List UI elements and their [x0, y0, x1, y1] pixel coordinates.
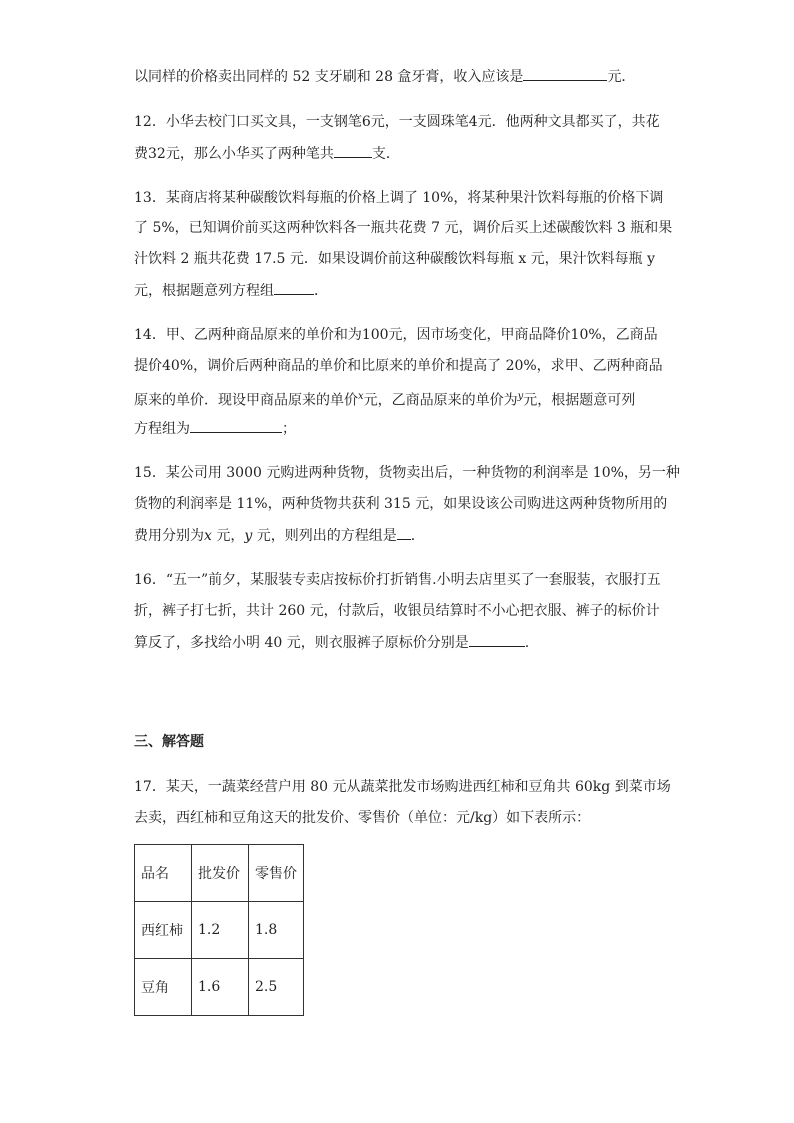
q12-text-end: 支．: [371, 146, 400, 162]
q14-text-4: 方程组为: [134, 421, 190, 437]
q14-text-end: 元，根据题意可列: [523, 392, 636, 409]
q15-line-3: [134, 525, 425, 545]
q13-answer-blank[interactable]: [274, 280, 314, 295]
q16-answer-blank[interactable]: [469, 632, 525, 647]
table-header-row: [135, 845, 304, 902]
table-cell: 1.6: [192, 959, 249, 1016]
q12-line-1: 12．小华去校门口买文具，一支钢笔6元，一支圆珠笔4元．他两种文具都买了，共花: [134, 114, 660, 130]
q15-line-2: 货物的利润率是 11%，两种货物共获利 315 元，如果设该公司购进这两种货物所用的: [134, 496, 668, 512]
table-cell: 1.8: [249, 902, 304, 959]
q14-var-x: x: [358, 391, 364, 402]
header-cell-retail: 零售价: [249, 845, 304, 902]
table-cell: 2.5: [249, 959, 304, 1016]
q13-line-3: 汁饮料 2 瓶共花费 17.5 元．如果设调价前这种碳酸饮料每瓶 x 元，果汁饮料每瓶 y: [134, 251, 656, 267]
q13-text-end: ．: [314, 283, 328, 299]
q16-text: 算反了，多找给小明 40 元，则衣服裤子原标价分别是: [134, 635, 469, 651]
q15-var-y: y: [244, 528, 253, 544]
q14-text-4-end: ；: [282, 421, 296, 437]
q15-text-end: ．: [410, 528, 425, 544]
q15-text-mid1: 元，: [211, 528, 245, 544]
table-row: [135, 902, 304, 959]
q17-line-2: 去卖，西红柿和豆角这天的批发价、零售价（单位：元/kg）如下表所示：: [134, 810, 591, 826]
q16-line-2: 折，裤子打七折，共计 260 元，付款后，收银员结算时不小心把衣服、裤子的标价计: [134, 603, 660, 619]
q15-line-1: 15．某公司用 3000 元购进两种货物，货物卖出后，一种货物的利润率是 10%，另一种: [134, 465, 680, 481]
q15-text-mid2: 元，则列出的方程组是: [252, 528, 397, 544]
q16-line-1: 16．“五一”前夕，某服装专卖店按标价打折销售.小明去店里买了一套服装，衣服打五: [134, 572, 661, 588]
table-cell: 西红柿: [135, 902, 192, 959]
q11-text-end: 元．: [607, 69, 636, 85]
q14-text: 原来的单价．现设甲商品原来的单价: [134, 392, 358, 409]
table-cell: 豆角: [135, 959, 192, 1016]
q12-answer-blank[interactable]: [334, 143, 372, 158]
q14-var-y: y: [517, 391, 524, 402]
header-cell-name: 品名: [135, 845, 192, 902]
q14-line-4: [134, 418, 296, 438]
q16-line-3: [134, 632, 529, 652]
table-cell: 1.2: [192, 902, 249, 959]
q15-var-x: x: [204, 528, 212, 544]
header-cell-wholesale: 批发价: [192, 845, 249, 902]
q15-answer-blank[interactable]: [397, 525, 411, 540]
q13-line-1: 13．某商店将某种碳酸饮料每瓶的价格上调了 10%，将某种果汁饮料每瓶的价格下调: [134, 190, 664, 206]
q11-text: 以同样的价格卖出同样的 52 支牙刷和 28 盒牙膏，收入应该是: [134, 69, 524, 85]
q15-text: 费用分别为: [134, 528, 204, 544]
q14-text-mid: 元，乙商品原来的单价为: [363, 392, 518, 409]
q14-line-3: [134, 387, 635, 407]
q13-text: 元，根据题意列方程组: [134, 283, 274, 299]
q12-text: 费32元，那么小华买了两种笔共: [134, 146, 334, 162]
q16-text-end: .: [524, 635, 530, 651]
table-row: [135, 959, 304, 1016]
q14-answer-blank[interactable]: [190, 418, 282, 433]
section-title-answer-questions: 三、解答题: [134, 734, 204, 750]
q17-line-1: 17．某天，一蔬菜经营户用 80 元从蔬菜批发市场购进西红柿和豆角共 60kg 到菜市场: [134, 779, 671, 795]
q14-line-2: 提价40%，调价后两种商品的单价和比原来的单价和提高了 20%，求甲、乙两种商品: [134, 358, 663, 374]
q13-line-2: 了 5%，已知调价前买这两种饮料各一瓶共花费 7 元，调价后买上述碳酸饮料 3 瓶和果: [134, 220, 673, 236]
price-table: [134, 844, 304, 1016]
q14-line-1: 14．甲、乙两种商品原来的单价和为100元，因市场变化，甲商品降价10%，乙商品: [134, 327, 658, 343]
q13-line-4: [134, 280, 328, 300]
q11-answer-blank[interactable]: [523, 66, 607, 81]
q12-line-2: [134, 143, 400, 163]
q11-continuation: [134, 66, 635, 86]
